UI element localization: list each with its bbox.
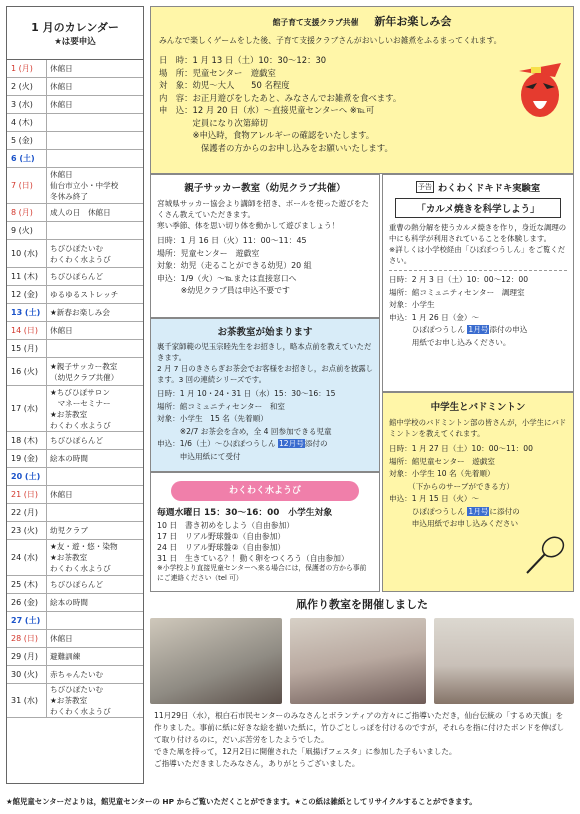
calendar-day-row xyxy=(7,168,143,204)
detail-line: 対象：小学生 xyxy=(389,300,435,309)
calendar-day-row xyxy=(7,268,143,286)
calendar-event: 休館日 xyxy=(50,100,73,109)
calendar-event: 絵本の時間 xyxy=(50,598,88,607)
new-year-party-box xyxy=(150,6,574,174)
detail-line: 申込：1 月 15 日（火）～ xyxy=(389,494,480,503)
detail-line: 場所：館児童センター 遊戯室 xyxy=(389,456,496,466)
calendar-day-row xyxy=(7,432,143,450)
calendar-date: 1 (月) xyxy=(7,60,47,77)
calendar-day-row xyxy=(7,222,143,240)
waku-title: わくわく水ようび xyxy=(171,481,359,501)
detail-line: 対 象：幼児～大人 50 名程度 xyxy=(159,80,290,90)
new-year-title: 新年お楽しみ会 xyxy=(374,15,452,28)
calendar-event: 成人の日 休館日 xyxy=(50,208,111,217)
calendar-day-row xyxy=(7,504,143,522)
issue-highlight: 12月号 xyxy=(278,439,304,448)
issue-highlight: 1月号 xyxy=(468,506,489,516)
tengu-mask-icon xyxy=(511,57,569,121)
detail-line: 場所：館コミュニティセンター 和室 xyxy=(157,401,286,411)
calendar-date: 28 (日) xyxy=(7,630,47,647)
calendar-day-row xyxy=(7,204,143,222)
calendar-date: 5 (金) xyxy=(7,132,47,149)
kite-report xyxy=(150,592,574,784)
tea-title: お茶教室が始まります xyxy=(217,327,313,338)
calendar-day-row xyxy=(7,450,143,468)
calendar-event: 絵本の時間 xyxy=(50,454,88,463)
calendar-date: 31 (水) xyxy=(7,684,47,717)
calendar-date: 23 (火) xyxy=(7,522,47,539)
science-description: 重曹の熱分解を使うカルメ焼きを作り，身近な調理の中にも科学が利用されていることを体験します。 ※詳しくは小学校経由「ひぽぽつうしん」をご覧ください。 xyxy=(389,223,567,265)
calendar-day-row xyxy=(7,386,143,432)
soccer-class-box xyxy=(150,174,380,318)
detail-line: 申込：1/9（火）～℡または直接窓口へ xyxy=(157,273,297,283)
new-year-details xyxy=(159,54,489,154)
calendar-day-row xyxy=(7,648,143,666)
calendar-day-row xyxy=(7,576,143,594)
detail-line: ひぽぽつうしん 1月号添付の申込 xyxy=(389,325,528,334)
calendar-day-row xyxy=(7,358,143,386)
tea-details xyxy=(157,388,373,463)
detail-line: 日時：2 月 3 日（土）10：00～12：00 xyxy=(389,275,529,284)
detail-line: 場 所：児童センター 遊戯室 xyxy=(159,67,276,78)
detail-line: ※2/7 お茶会を含め，全 4 回参加できる児童 xyxy=(157,426,332,436)
detail-line: 10 日 書き初めをしよう（自由参加） xyxy=(157,521,295,530)
calendar-date: 11 (木) xyxy=(7,268,47,285)
detail-line: 31 日 生きている？！動く卵をつくろう（自由参加） xyxy=(157,554,349,563)
preview-tag: 予告 xyxy=(417,183,432,191)
calendar-day-row xyxy=(7,486,143,504)
calendar-date: 18 (木) xyxy=(7,432,47,449)
kite-photo-2 xyxy=(290,618,426,704)
new-year-host: 館子育て支援クラブ共催 xyxy=(272,18,359,27)
calendar-day-row xyxy=(7,630,143,648)
calendar-event: 休館日 xyxy=(50,490,73,499)
calendar-day-row xyxy=(7,132,143,150)
detail-line: 申込：1/6（土）～ひぽぽつうしん 12月号添付の xyxy=(157,439,328,448)
calendar-event: ★友・遊・悠・染物 ★お茶教室 わくわく水ようび xyxy=(50,542,118,573)
waku-subtitle: 毎週水曜日 15：30～16：00 小学生対象 xyxy=(157,508,333,518)
new-year-intro: みんなで楽しくゲームをした後、子育て支援クラブさんがおいしいお雑煮をふるまってくれます。 xyxy=(159,36,502,45)
badminton-box xyxy=(382,392,574,592)
calendar-day-row xyxy=(7,60,143,78)
racket-icon xyxy=(523,533,567,577)
calendar-title: 1 月のカレンダー xyxy=(31,21,119,34)
waku-schedule xyxy=(151,520,379,564)
calendar-day-row xyxy=(7,540,143,576)
detail-line: 申込用紙でお申し込みください xyxy=(389,519,519,528)
waku-note: ※小学校より直接児童センターへ来る場合には，保護者の方から事前にご連絡ください（tel 可） xyxy=(157,564,367,582)
calendar-date: 26 (金) xyxy=(7,594,47,611)
calendar-day-row xyxy=(7,114,143,132)
calendar-event: ちびひぽらんど xyxy=(50,580,104,589)
calendar-event: 休館日 xyxy=(50,64,73,73)
kite-title: 凧作り教室を開催しました xyxy=(296,598,428,611)
detail-line: ※申込時，食物アレルギーの確認をいたします。 xyxy=(159,130,375,140)
calendar-panel xyxy=(6,6,144,784)
calendar-date: 14 (日) xyxy=(7,322,47,339)
calendar-event: 休館日 xyxy=(50,326,73,335)
calendar-date: 17 (水) xyxy=(7,386,47,431)
calendar-days xyxy=(7,60,143,718)
detail-line: 24 日 リアル野球盤②（自由参加） xyxy=(157,543,286,552)
kite-photo-1 xyxy=(150,618,282,704)
calendar-header xyxy=(7,7,143,60)
detail-line: 定員になり次第締切 xyxy=(159,117,268,128)
detail-line: 場所：館コミュニティセンター 調理室 xyxy=(389,287,525,297)
detail-line: （下からのサーブができる方） xyxy=(389,481,514,491)
calendar-event: ★新春お楽しみ会 xyxy=(50,308,110,317)
badminton-title: 中学生とバドミントン xyxy=(430,402,526,413)
calendar-date: 27 (土) xyxy=(7,612,47,629)
calendar-event: 避難訓練 xyxy=(50,652,81,661)
tea-class-box xyxy=(150,318,380,472)
calendar-day-row xyxy=(7,594,143,612)
calendar-event: 赤ちゃんたいむ xyxy=(50,670,104,679)
detail-line: 17 日 リアル野球盤①（自由参加） xyxy=(157,532,286,541)
soccer-title: 親子サッカー教室（幼児クラブ共催） xyxy=(184,183,346,194)
calendar-event: 幼児クラブ xyxy=(50,526,88,535)
calendar-day-row xyxy=(7,150,143,168)
waku-wednesday-box xyxy=(150,472,380,592)
calendar-date: 22 (月) xyxy=(7,504,47,521)
science-title: わくわくドキドキ実験室 xyxy=(437,183,541,194)
calendar-event: 休館日 xyxy=(50,634,73,643)
calendar-date: 2 (火) xyxy=(7,78,47,95)
science-subtitle: 「カルメ焼きを科学しよう」 xyxy=(395,198,561,218)
detail-line: ※幼児クラブ員は申込不要です xyxy=(157,286,290,295)
badminton-details xyxy=(389,443,567,531)
calendar-date: 29 (月) xyxy=(7,648,47,665)
detail-line: 申込用紙にて受付 xyxy=(157,451,241,461)
soccer-details xyxy=(157,235,373,298)
calendar-day-row xyxy=(7,240,143,268)
soccer-description: 宮城県サッカー協会より講師を招き、ボールを使った遊びをたくさん教えていただきます。 寒い季節、体を思い切り体を動かして遊びましょう！ xyxy=(157,199,370,230)
calendar-date: 30 (火) xyxy=(7,666,47,683)
calendar-date: 21 (日) xyxy=(7,486,47,503)
detail-line: 日 時：1 月 13 日（土）10：30～12：30 xyxy=(159,55,327,65)
calendar-date: 15 (月) xyxy=(7,340,47,357)
detail-line: 日時：1 月 10・24・31 日（水）15：30～16：15 xyxy=(157,389,336,398)
calendar-date: 3 (水) xyxy=(7,96,47,113)
calendar-date: 6 (土) xyxy=(7,150,47,167)
calendar-day-row xyxy=(7,322,143,340)
calendar-date: 9 (火) xyxy=(7,222,47,239)
calendar-event: ★親子サッカー教室 （幼児クラブ共催） xyxy=(50,361,119,382)
calendar-day-row xyxy=(7,340,143,358)
calendar-day-row xyxy=(7,304,143,322)
calendar-event: ゆるゆるストレッチ xyxy=(50,290,119,299)
detail-line: 用紙でお申し込みください。 xyxy=(389,337,511,347)
detail-line: 内 容：お正月遊びをしたあと、みなさんでお雑煮を食べます。 xyxy=(159,92,402,103)
detail-line: 申込：1 月 26 日（金）～ xyxy=(389,312,480,322)
calendar-date: 13 (土) xyxy=(7,304,47,321)
calendar-date: 4 (木) xyxy=(7,114,47,131)
science-details xyxy=(389,270,567,349)
calendar-date: 8 (月) xyxy=(7,204,47,221)
detail-line: 申 込：12 月 20 日（水）～直接児童センターへ ※℡可 xyxy=(159,105,375,115)
calendar-day-row xyxy=(7,684,143,718)
calendar-date: 24 (水) xyxy=(7,540,47,575)
calendar-subtitle: ★は要申込 xyxy=(54,37,96,47)
footer-note: ★館児童センターだよりは，館児童センターの HP からご覧いただくことができます。★この紙は雑紙としてリサイクルすることができます。 xyxy=(6,797,477,806)
detail-line: 場所：児童センター 遊戯室 xyxy=(157,248,260,258)
calendar-date: 20 (土) xyxy=(7,468,47,485)
calendar-date: 16 (火) xyxy=(7,358,47,385)
calendar-date: 10 (水) xyxy=(7,240,47,267)
detail-line: 保護者の方からのお申し込みをお願いいたします。 xyxy=(159,142,393,153)
calendar-event: 休館日 仙台市立小・中学校 冬休み終了 xyxy=(50,170,119,201)
detail-line: ひぽぽつうしん 1月号に添付の xyxy=(389,506,520,516)
detail-line: 対象：小学生 10 名（先着順） xyxy=(389,469,495,478)
calendar-day-row xyxy=(7,612,143,630)
calendar-event: 休館日 xyxy=(50,82,73,91)
detail-line: 対象：小学生 15 名（先着順） xyxy=(157,414,268,423)
calendar-day-row xyxy=(7,96,143,114)
calendar-date: 12 (金) xyxy=(7,286,47,303)
calendar-event: ★ちびひぽサロン マネーセミナー ★お茶教室 わくわく水ようび xyxy=(50,387,111,430)
detail-line: 対象：幼児（走ることができる幼児）20 組 xyxy=(157,261,312,270)
issue-highlight: 1月号 xyxy=(468,325,489,334)
calendar-date: 7 (日) xyxy=(7,168,47,203)
science-lab-box xyxy=(382,174,574,392)
calendar-day-row xyxy=(7,666,143,684)
calendar-date: 19 (金) xyxy=(7,450,47,467)
calendar-date: 25 (木) xyxy=(7,576,47,593)
kite-text: 11月29日（水），根白石市民センターのみなさんとボランティアの方々にご指導いただき，仙台伝統の「するめ天旗」を作りました。事前に紙に好きな絵を描いた紙に，竹ひごとしっぽを付けるのですが，それらを指に付けたボンドを伸ばして取り付けるのに，だいぶ苦労をしたようでした。 できた凧を持って，12月2日に開催された「凧揚げフェスタ」に参加した子もいました。 ご指導いただきましたみなさん，ありがとうございました。 xyxy=(154,711,565,768)
detail-line: 日時：1 月 27 日（土）10：00～11：00 xyxy=(389,444,533,453)
calendar-day-row xyxy=(7,286,143,304)
detail-line: 日時：1 月 16 日（火）11：00～11：45 xyxy=(157,236,307,245)
badminton-description: 館中学校のバドミントン部の皆さんが，小学生にバドミントンを教えてくれます。 xyxy=(389,418,567,438)
tea-description: 裏千家師範の児玉宗睦先生をお招きし，略本点前を教えていただきます。 2 月 7 日のきさらぎお茶会でお客様をお招きし，お点前を披露します。3 回の連続シリーズです。 xyxy=(157,342,374,384)
calendar-event: ちびひぽらんど xyxy=(50,436,104,445)
calendar-event: ちびひぽたいむ ★お茶教室 わくわく水ようび xyxy=(50,685,111,716)
calendar-day-row xyxy=(7,522,143,540)
kite-photo-3 xyxy=(434,618,574,704)
calendar-day-row xyxy=(7,468,143,486)
calendar-event: ちびひぽらんど xyxy=(50,272,104,281)
calendar-event: ちびひぽたいむ わくわく水ようび xyxy=(50,243,111,264)
calendar-day-row xyxy=(7,78,143,96)
